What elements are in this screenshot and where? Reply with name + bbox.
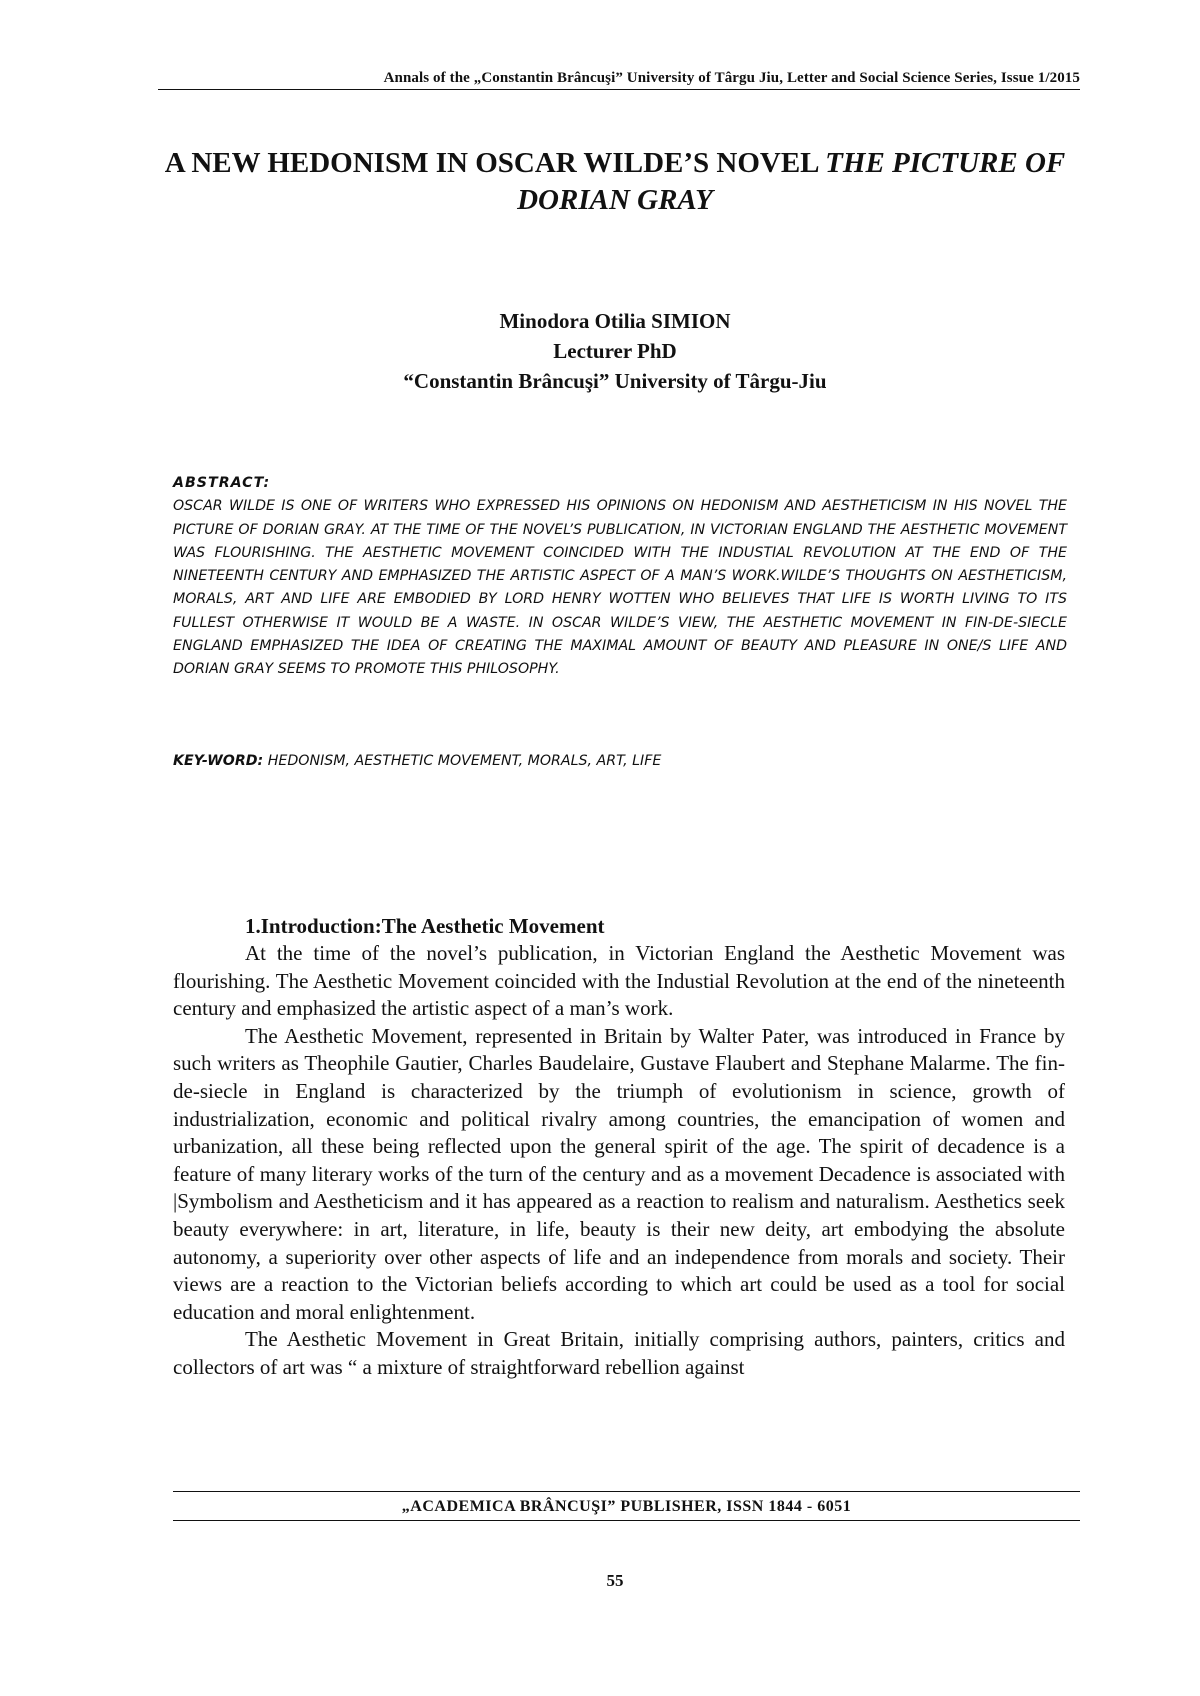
paragraph: At the time of the novel’s publication, in Victorian England the Aesthetic Movement was flourishing. The Aesthetic Movement coincided with the Industial Revolution at the end of the nineteenth century and emphasized the artistic aspect of a man’s work. (173, 941, 1065, 1021)
keywords (173, 750, 1067, 772)
paragraph: The Aesthetic Movement in Great Britain, initially comprising authors, painters, critics and collectors of art was “ a mixture of straightforward rebellion against (173, 1327, 1065, 1379)
journal-title: Annals of the „Constantin Brâncuşi” University of Târgu Jiu, Letter and Social Science Series, Issue 1/2015 (383, 70, 1080, 86)
footer-rule-top (173, 1491, 1080, 1492)
section-heading: 1.Introduction:The Aesthetic Movement (245, 914, 605, 938)
author-name: Minodora Otilia SIMION (499, 309, 731, 333)
publisher-footer: „ACADEMICA BRÂNCUŞI” PUBLISHER, ISSN 1844 - 6051 (401, 1498, 852, 1515)
footer-rule-bottom (173, 1520, 1080, 1521)
abstract (173, 472, 1067, 682)
author-affiliation: “Constantin Brâncuşi” University of Târgu-Jiu (403, 369, 827, 393)
abstract-text: OSCAR WILDE IS ONE OF WRITERS WHO EXPRESSED HIS OPINIONS ON HEDONISM AND AESTHETICISM IN HIS NOVEL THE PICTURE OF DORIAN GRAY. AT THE TIME OF THE NOVEL’S PUBLICATION, IN VICTORIAN ENGLAND THE AESTHETIC MOVEMENT WAS FLOURISHING. THE AESTHETIC MOVEMENT COINCIDED WITH THE INDUSTIAL REVOLUTION AT THE END OF THE NINETEENTH CENTURY AND EMPHASIZED THE ARTISTIC ASPECT OF A MAN’S WORK.WILDE’S THOUGHTS ON AESTHETICISM, MORALS, ART AND LIFE ARE EMBODIED BY LORD HENRY WOTTEN WHO BELIEVES THAT LIFE IS WORTH LIVING TO ITS FULLEST OTHERWISE IT WOULD BE A WASTE. IN OSCAR WILDE’S VIEW, THE AESTHETIC MOVEMENT IN FIN-DE-SIECLE ENGLAND EMPHASIZED THE IDEA OF CREATING THE MAXIMAL AMOUNT OF BEAUTY AND PLEASURE IN ONE/S LIFE AND DORIAN GRAY SEEMS TO PROMOTE THIS PHILOSOPHY. (173, 498, 1067, 678)
author-position: Lecturer PhD (553, 339, 677, 363)
body-text (173, 940, 1065, 1382)
author-block (150, 306, 1080, 396)
running-header (158, 70, 1080, 90)
article-title (150, 145, 1080, 219)
paragraph: The Aesthetic Movement, represented in Britain by Walter Pater, was introduced in France by such writers as Theophile Gautier, Charles Baudelaire, Gustave Flaubert and Stephane Malarme. The fin-de-siecle in England is characterized by the triumph of evolutionism in science, growth of industrialization, economic and political rivalry among countries, the emancipation of women and urbanization, all these being reflected upon the general spirit of the age. The spirit of decadence is a feature of many literary works of the turn of the century and as a movement Decadence is associated with |Symbolism and Aestheticism and it has appeared as a reaction to realism and naturalism. Aesthetics seek beauty everywhere: in art, literature, in life, beauty is their new deity, art embodying the absolute autonomy, a superiority over other aspects of life and an independence from morals and society. Their views are a reaction to the Victorian beliefs according to which art could be used as a tool for social education and moral enlightenment. (173, 1023, 1065, 1324)
page-number: 55 (606, 1571, 624, 1590)
keywords-text: HEDONISM, AESTHETIC MOVEMENT, MORALS, ART, LIFE (263, 753, 662, 769)
title-main: A NEW HEDONISM IN OSCAR WILDE’S NOVEL (164, 147, 826, 179)
keywords-label: KEY-WORD: (173, 753, 264, 769)
title-italic: THE PICTURE OF DORIAN GRAY (517, 147, 1066, 216)
abstract-heading: ABSTRACT: (173, 475, 271, 491)
